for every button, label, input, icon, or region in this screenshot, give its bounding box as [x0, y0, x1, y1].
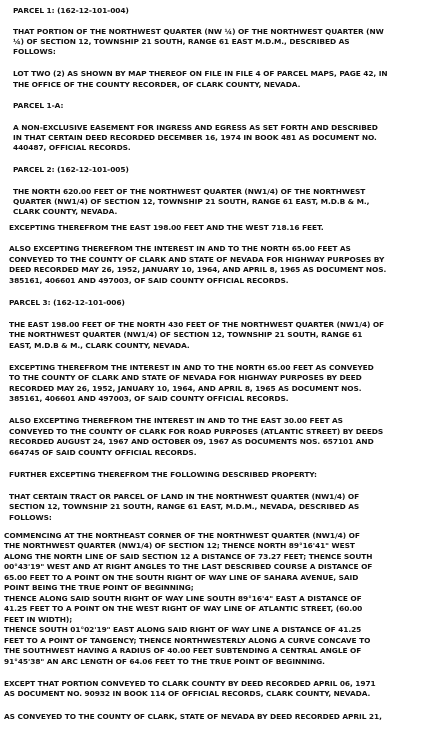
document-text-line: ALSO EXCEPTING THEREFROM THE INTEREST IN AND TO THE NORTH 65.00 FEET AS — [9, 244, 351, 253]
document-text-line: THE OFFICE OF THE COUNTY RECORDER, OF CLARK COUNTY, NEVADA. — [13, 80, 301, 89]
document-text-line: 385161, 406601 AND 497003, OF SAID COUNTY OFFICIAL RECORDS. — [9, 276, 289, 285]
document-text-line: THE NORTH 620.00 FEET OF THE NORTHWEST QUARTER (NW1/4) OF THE NORTHWEST — [13, 187, 366, 196]
document-text-line: THENCE SOUTH 01°02'19" EAST ALONG SAID RIGHT OF WAY LINE A DISTANCE OF 41.25 — [4, 625, 362, 634]
document-text-line: THAT PORTION OF THE NORTHWEST QUARTER (NW ¼) OF THE NORTHWEST QUARTER (NW — [13, 27, 384, 36]
document-text-line: TO THE COUNTY OF CLARK AND STATE OF NEVADA FOR HIGHWAY PURPOSES BY DEED — [9, 373, 362, 382]
document-text-line: AS DOCUMENT NO. 90932 IN BOOK 114 OF OFFICIAL RECORDS, CLARK COUNTY, NEVADA. — [4, 689, 371, 698]
document-text-line: THAT CERTAIN TRACT OR PARCEL OF LAND IN THE NORTHWEST QUARTER (NW1/4) OF — [9, 492, 360, 501]
document-text-line: PARCEL 1-A: — [13, 101, 64, 110]
document-text-line: THE NORTHWEST QUARTER (NW1/4) OF SECTION 12, TOWNSHIP 21 SOUTH, RANGE 61 — [9, 330, 363, 339]
document-text-line: THE NORTHWEST QUARTER (NW1/4) OF SECTION 12; THENCE NORTH 89°16'41" WEST — [4, 541, 355, 550]
document-text-line: FOLLOWS: — [13, 47, 56, 56]
document-text-line: CLARK COUNTY, NEVADA. — [13, 207, 118, 216]
document-text-line: FURTHER EXCEPTING THEREFROM THE FOLLOWING DESCRIBED PROPERTY: — [9, 470, 317, 479]
document-text-line: FEET TO A POINT OF TANGENCY; THENCE NORTHWESTERLY ALONG A CURVE CONCAVE TO — [4, 636, 371, 645]
document-text-line: POINT BEING THE TRUE POINT OF BEGINNING; — [4, 583, 194, 592]
document-text-line: THE SOUTHWEST HAVING A RADIUS OF 40.00 FEET SUBTENDING A CENTRAL ANGLE OF — [4, 646, 362, 655]
document-text-line: RECORDED AUGUST 24, 1967 AND OCTOBER 09, 1967 AS DOCUMENTS NOS. 657101 AND — [9, 437, 374, 446]
document-text-line: PARCEL 3: (162-12-101-006) — [9, 298, 125, 307]
document-text-line: 41.25 FEET TO A POINT ON THE WEST RIGHT OF WAY LINE OF ATLANTIC STREET, (60.00 — [4, 604, 363, 613]
document-text-line: LOT TWO (2) AS SHOWN BY MAP THEREOF ON FILE IN FILE 4 OF PARCEL MAPS, PAGE 42, IN — [13, 69, 388, 78]
document-text-line: IN THAT CERTAIN DEED RECORDED DECEMBER 16, 1974 IN BOOK 481 AS DOCUMENT NO. — [13, 133, 377, 142]
document-text-line: 385161, 406601 AND 497003, OF SAID COUNTY OFFICIAL RECORDS. — [9, 394, 289, 403]
document-text-line: ALSO EXCEPTING THEREFROM THE INTEREST IN AND TO THE EAST 30.00 FEET AS — [9, 416, 343, 425]
document-text-line: 00°43'19" WEST AND AT RIGHT ANGLES TO THE LAST DESCRIBED COURSE A DISTANCE OF — [4, 562, 373, 571]
document-text-line: 91°45'38" AN ARC LENGTH OF 64.06 FEET TO THE TRUE POINT OF BEGINNING. — [4, 657, 325, 666]
document-text-line: PARCEL 2: (162-12-101-005) — [13, 165, 129, 174]
document-text-line: CONVEYED TO THE COUNTY OF CLARK FOR ROAD PURPOSES (ATLANTIC STREET) BY DEEDS — [9, 427, 384, 436]
document-text-line: SECTION 12, TOWNSHIP 21 SOUTH, RANGE 61 EAST, M.D.M., NEVADA, DESCRIBED AS — [9, 502, 360, 511]
document-text-line: PARCEL 1: (162-12-101-004) — [13, 6, 129, 15]
document-text-line: DEED RECORDED MAY 26, 1952, JANUARY 10, 1964, AND APRIL 8, 1965 AS DOCUMENT NOS. — [9, 265, 387, 274]
document-text-line: AS CONVEYED TO THE COUNTY OF CLARK, STATE OF NEVADA BY DEED RECORDED APRIL 21, — [4, 712, 382, 721]
document-text-line: 664745 OF SAID COUNTY OFFICIAL RECORDS. — [9, 448, 197, 457]
document-text-line: A NON-EXCLUSIVE EASEMENT FOR INGRESS AND EGRESS AS SET FORTH AND DESCRIBED — [13, 123, 378, 132]
document-text-line: COMMENCING AT THE NORTHEAST CORNER OF THE NORTHWEST QUARTER (NW1/4) OF — [4, 531, 360, 540]
document-text-line: EXCEPTING THEREFROM THE INTEREST IN AND TO THE NORTH 65.00 FEET AS CONVEYED — [9, 363, 374, 372]
document-text-line: EXCEPT THAT PORTION CONVEYED TO CLARK COUNTY BY DEED RECORDED APRIL 06, 1971 — [4, 679, 376, 688]
document-text-line: THENCE ALONG SAID SOUTH RIGHT OF WAY LINE SOUTH 89°16'4" EAST A DISTANCE OF — [4, 594, 362, 603]
document-text-line: FEET IN WIDTH); — [4, 615, 73, 624]
document-text-line: RECORDED MAY 26, 1952, JANUARY 10, 1964, AND APRIL 8, 1965 AS DOCUMENT NOS. — [9, 384, 362, 393]
document-text-line: EAST, M.D.B & M., CLARK COUNTY, NEVADA. — [9, 341, 190, 350]
document-text-line: FOLLOWS: — [9, 513, 52, 522]
document-text-line: QUARTER (NW1/4) OF SECTION 12, TOWNSHIP 21 SOUTH, RANGE 61 EAST, M.D.B & M., — [13, 197, 370, 206]
document-text-line: 65.00 FEET TO A POINT ON THE SOUTH RIGHT OF WAY LINE OF SAHARA AVENUE, SAID — [4, 573, 359, 582]
document-text-line: CONVEYED TO THE COUNTY OF CLARK AND STATE OF NEVADA FOR HIGHWAY PURPOSES BY — [9, 255, 385, 264]
document-text-line: ALONG THE NORTH LINE OF SAID SECTION 12 A DISTANCE OF 73.27 FEET; THENCE SOUTH — [4, 552, 373, 561]
document-text-line: 440487, OFFICIAL RECORDS. — [13, 143, 131, 152]
document-text-line: EXCEPTING THEREFROM THE EAST 198.00 FEET AND THE WEST 718.16 FEET. — [9, 223, 324, 232]
document-text-line: THE EAST 198.00 FEET OF THE NORTH 430 FEET OF THE NORTHWEST QUARTER (NW1/4) OF — [9, 320, 385, 329]
document-text-line: ¼) OF SECTION 12, TOWNSHIP 21 SOUTH, RANGE 61 EAST M.D.M., DESCRIBED AS — [13, 37, 350, 46]
